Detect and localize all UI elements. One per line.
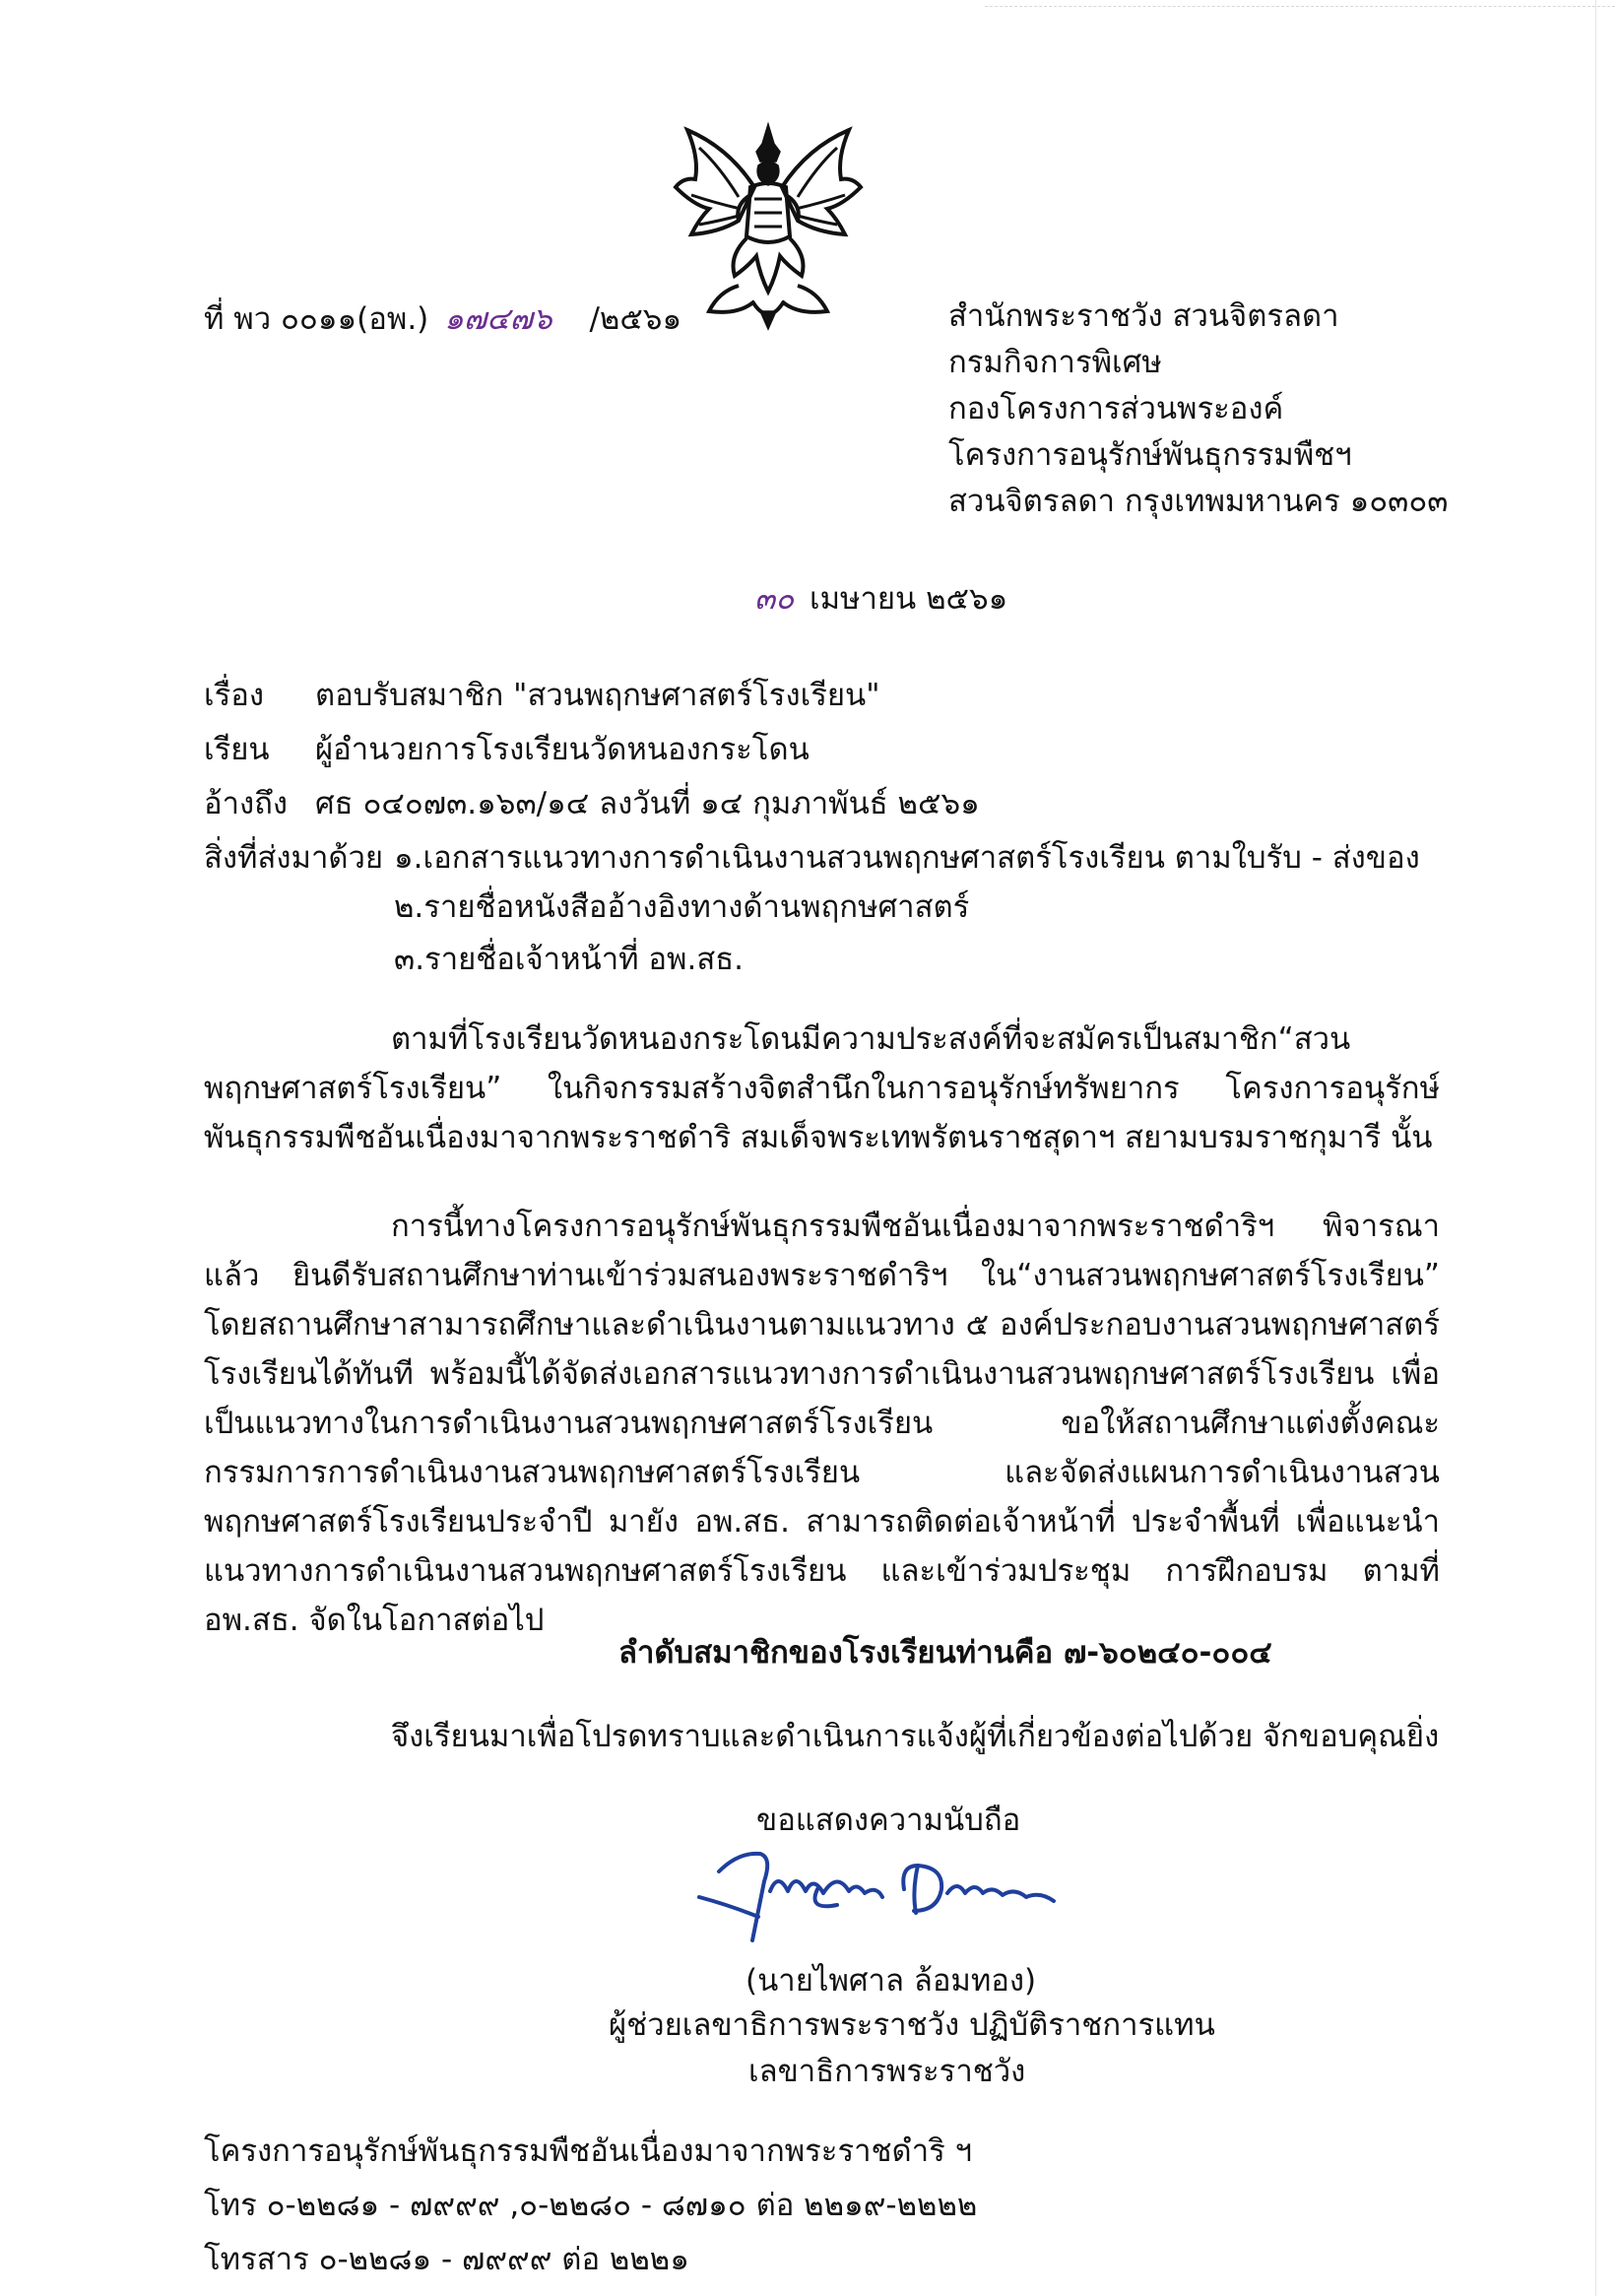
scan-edge-line bbox=[1595, 0, 1596, 2296]
reference-handwritten-number: ๑๗๔๗๖ bbox=[444, 301, 552, 337]
enclosure-item: ๓.รายชื่อเจ้าหน้าที่ อพ.สธ. bbox=[394, 942, 745, 977]
enclosure-item: ๑.เอกสารแนวทางการดำเนินงานสวนพฤกษศาสตร์โรงเรียน ตามใบรับ - ส่งของ bbox=[394, 840, 1420, 876]
reference-text: ศธ ๐๔๐๗๓.๑๖๓/๑๔ ลงวันที่ ๑๔ กุมภาพันธ์ ๒๕๖๑ bbox=[315, 786, 980, 821]
sender-line: กองโครงการส่วนพระองค์ bbox=[948, 391, 1284, 426]
body-paragraph-2: การนี้ทางโครงการอนุรักษ์พันธุกรรมพืชอันเนื่องมาจากพระราชดำริฯ พิจารณาแล้ว ยินดีรับสถานศึกษาท่านเข้าร่วมสนองพระราชดำริฯ ใน“งานสวนพฤกษศาสตร์โรงเรียน” โดยสถานศึกษาสามารถศึกษาและดำเนินงานตามแนวทาง ๕ องค์ประกอบงานสวนพฤกษศาสตร์โรงเรียนได้ทันที พร้อมนี้ได้จัดส่งเอกสารแนวทางการดำเนินงานสวนพฤกษศาสตร์โรงเรียน เพื่อเป็นแนวทางในการดำเนินงานสวนพฤกษศาสตร์โรงเรียน ขอให้สถานศึกษาแต่งตั้งคณะกรรมการการดำเนินงานสวนพฤกษศาสตร์โรงเรียน และจัดส่งแผนการดำเนินงานสวนพฤกษศาสตร์โรงเรียนประจำปี มายัง อพ.สธ. สามารถติดต่อเจ้าหน้าที่ ประจำพื้นที่ เพื่อแนะนำแนวทางการดำเนินงานสวนพฤกษศาสตร์โรงเรียน และเข้าร่วมประชุม การฝึกอบรม ตามที่ อพ.สธ. จัดในโอกาสต่อไป bbox=[204, 1209, 1440, 1638]
closing-sentence: จึงเรียนมาเพื่อโปรดทราบและดำเนินการแจ้งผู้ที่เกี่ยวข้องต่อไปด้วย จักขอบคุณยิ่ง bbox=[391, 1719, 1440, 1754]
footer-fax: โทรสาร ๐-๒๒๘๑ - ๗๙๙๙ ต่อ ๒๒๒๑ bbox=[204, 2242, 689, 2277]
to-label: เรียน bbox=[204, 732, 270, 767]
sender-line: โครงการอนุรักษ์พันธุกรรมพืชฯ bbox=[948, 437, 1352, 473]
member-number-line: ลำดับสมาชิกของโรงเรียนท่านคือ ๗-๖๐๒๔๐-๐๐๔ bbox=[618, 1635, 1272, 1671]
date-day-handwritten: ๓๐ bbox=[754, 581, 795, 617]
enclosures-label: สิ่งที่ส่งมาด้วย bbox=[204, 840, 384, 876]
sender-line: กรมกิจการพิเศษ bbox=[948, 345, 1162, 380]
signatory-name: (นายไพศาล ล้อมทอง) bbox=[746, 1963, 1037, 1999]
footer-telephone: โทร ๐-๒๒๘๑ - ๗๙๙๙ ,๐-๒๒๘๐ - ๘๗๑๐ ต่อ ๒๒๑๙-๒๒๒๒ bbox=[204, 2188, 978, 2223]
reference-label: อ้างถึง bbox=[204, 786, 289, 821]
signatory-position-1: ผู้ช่วยเลขาธิการพระราชวัง ปฏิบัติราชการแทน bbox=[609, 2007, 1215, 2043]
subject-text: ตอบรับสมาชิก "สวนพฤกษศาสตร์โรงเรียน" bbox=[315, 678, 880, 713]
sender-line: สำนักพระราชวัง สวนจิตรลดา bbox=[948, 298, 1339, 334]
handwritten-signature bbox=[689, 1832, 1083, 1960]
body-paragraph-1: ตามที่โรงเรียนวัดหนองกระโดนมีความประสงค์ที่จะสมัครเป็นสมาชิก“สวนพฤกษศาสตร์โรงเรียน” ในกิจกรรมสร้างจิตสำนึกในการอนุรักษ์ทรัพยากร โครงการอนุรักษ์พันธุกรรมพืชอันเนื่องมาจากพระราชดำริ สมเด็จพระเทพรัตนราชสุดาฯ สยามบรมราชกุมารี นั้น bbox=[204, 1021, 1440, 1155]
footer-organization: โครงการอนุรักษ์พันธุกรรมพืชอันเนื่องมาจากพระราชดำริ ฯ bbox=[204, 2133, 973, 2169]
to-text: ผู้อำนวยการโรงเรียนวัดหนองกระโดน bbox=[315, 732, 810, 767]
garuda-emblem bbox=[670, 118, 867, 335]
enclosure-item: ๒.รายชื่อหนังสืออ้างอิงทางด้านพฤกษศาสตร์ bbox=[394, 889, 970, 925]
reference-year: /๒๕๖๑ bbox=[589, 301, 682, 337]
sender-line: สวนจิตรลดา กรุงเทพมหานคร ๑๐๓๐๓ bbox=[948, 484, 1449, 519]
salutation: ขอแสดงความนับถือ bbox=[756, 1803, 1021, 1838]
reference-prefix: ที่ พว ๐๐๑๑(อพ.) bbox=[204, 301, 429, 337]
date-month-year: เมษายน ๒๕๖๑ bbox=[809, 581, 1008, 617]
subject-label: เรื่อง bbox=[204, 678, 265, 713]
scan-edge-dots bbox=[985, 6, 1615, 8]
document-date bbox=[754, 573, 1007, 623]
document-reference bbox=[204, 294, 681, 343]
sender-address-block bbox=[948, 294, 1449, 525]
signatory-position-2: เลขาธิการพระราชวัง bbox=[748, 2054, 1026, 2089]
